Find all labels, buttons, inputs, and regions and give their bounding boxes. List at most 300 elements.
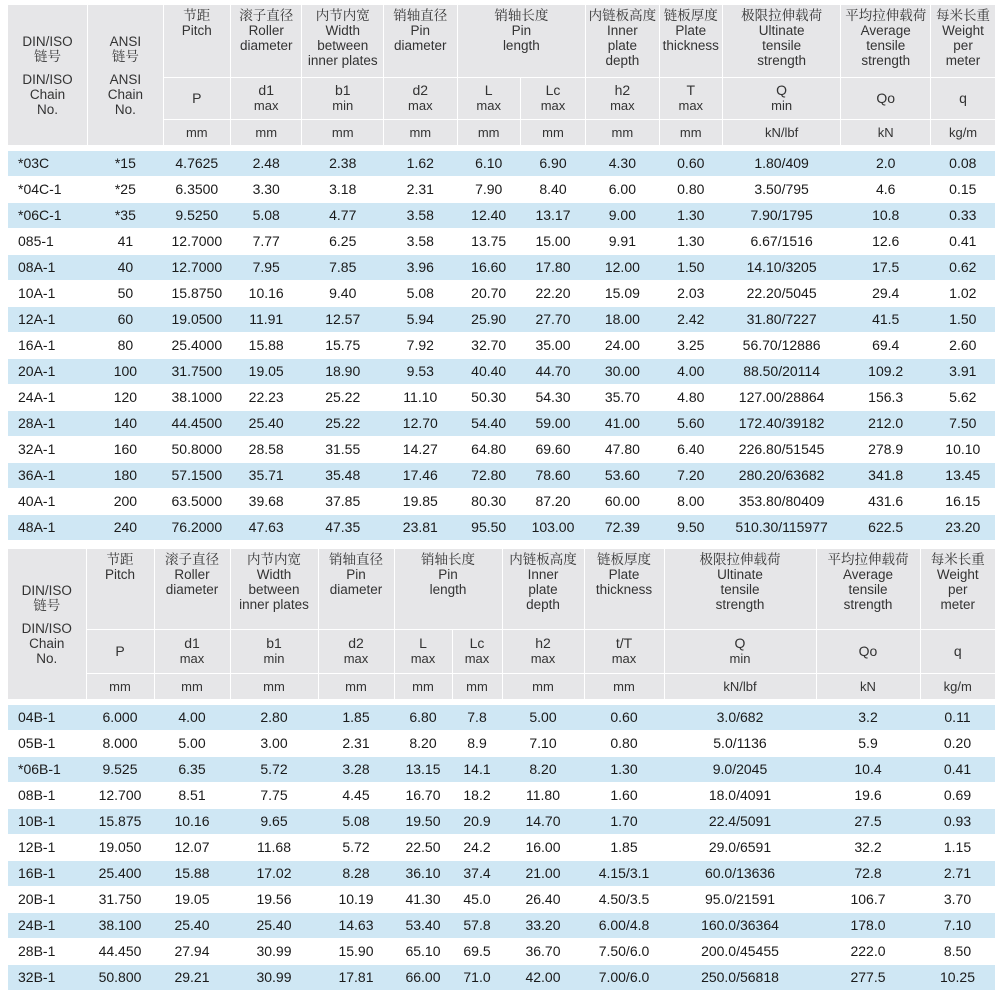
table-cell: 3.28 — [318, 757, 394, 783]
table-cell: 5.08 — [318, 809, 394, 835]
table-cell: 3.0/682 — [664, 705, 816, 731]
table-cell: 6.3500 — [163, 177, 230, 203]
table-cell: 17.80 — [520, 255, 585, 281]
table-cell: 5.0/1136 — [664, 731, 816, 757]
table-cell: 4.7625 — [163, 151, 230, 177]
table-cell: 6.67/1516 — [722, 229, 840, 255]
table-cell: 8.20 — [394, 731, 452, 757]
symbol-pin-lc: Lc max — [452, 629, 502, 673]
table-cell: *35 — [88, 203, 164, 229]
header-plate-thickness: 链板厚度 Plate thickness — [659, 5, 722, 77]
table-cell: 6.40 — [659, 437, 722, 463]
table-cell: 24.00 — [586, 333, 659, 359]
table-b-header — [8, 549, 995, 705]
table-cell: 23.81 — [384, 515, 457, 541]
table-cell: 50 — [88, 281, 164, 307]
symbol-width: b1 min — [302, 77, 384, 119]
table-cell: 20A-1 — [8, 359, 88, 385]
table-cell: 2.31 — [318, 731, 394, 757]
table-cell: 2.71 — [920, 861, 995, 887]
table-cell: 16.70 — [394, 783, 452, 809]
table-cell: 10.4 — [816, 757, 920, 783]
table-cell: 32.70 — [457, 333, 520, 359]
table-cell: 7.10 — [920, 913, 995, 939]
table-cell: 12B-1 — [8, 835, 86, 861]
table-cell: 17.46 — [384, 463, 457, 489]
table-cell: 0.60 — [584, 705, 664, 731]
table-cell: 3.91 — [931, 359, 995, 385]
table-cell: 36.10 — [394, 861, 452, 887]
table-cell: 200.0/45455 — [664, 939, 816, 965]
table-cell: 19.0500 — [163, 307, 230, 333]
table-cell: 14.10/3205 — [722, 255, 840, 281]
table-cell: 16.00 — [502, 835, 584, 861]
header-weight-per-meter: 每米长重 Weight per meter — [920, 549, 995, 629]
table-cell: 109.2 — [841, 359, 931, 385]
table-cell: 23.20 — [931, 515, 995, 541]
table-cell: 15.8750 — [163, 281, 230, 307]
header-ultimate-tensile-strength: 极限拉伸载荷 Ultinate tensile strength — [664, 549, 816, 629]
header-weight-per-meter: 每米长重 Weight per meter — [931, 5, 995, 77]
table-row — [8, 887, 995, 913]
table-cell: 31.7500 — [163, 359, 230, 385]
table-cell: 7.85 — [302, 255, 384, 281]
table-cell: 8.20 — [502, 757, 584, 783]
table-cell: 15.09 — [586, 281, 659, 307]
table-cell: 9.40 — [302, 281, 384, 307]
table-cell: 12.00 — [586, 255, 659, 281]
table-cell: 622.5 — [841, 515, 931, 541]
table-cell: 69.4 — [841, 333, 931, 359]
table-cell: 19.05 — [154, 887, 230, 913]
table-cell: 7.75 — [230, 783, 318, 809]
table-cell: 15.875 — [86, 809, 154, 835]
table-cell: 6.10 — [457, 151, 520, 177]
symbol-inner-depth: h2 max — [502, 629, 584, 673]
unit-weight: kg/m — [920, 673, 995, 699]
table-cell: 31.80/7227 — [722, 307, 840, 333]
table-cell: 8.000 — [86, 731, 154, 757]
table-cell: 50.8000 — [163, 437, 230, 463]
table-cell: 13.75 — [457, 229, 520, 255]
table-cell: 24A-1 — [8, 385, 88, 411]
table-cell: 16B-1 — [8, 861, 86, 887]
table-cell: 19.050 — [86, 835, 154, 861]
table-cell: 085-1 — [8, 229, 88, 255]
table-cell: 54.30 — [520, 385, 585, 411]
table-cell: 87.20 — [520, 489, 585, 515]
table-cell: 5.08 — [230, 203, 301, 229]
table-cell: *04C-1 — [8, 177, 88, 203]
table-cell: 0.33 — [931, 203, 995, 229]
table-row — [8, 783, 995, 809]
table-cell: 4.15/3.1 — [584, 861, 664, 887]
table-cell: 95.0/21591 — [664, 887, 816, 913]
table-cell: 13.15 — [394, 757, 452, 783]
header-width-between-inner-plates: 内节内宽 Width between inner plates — [302, 5, 384, 77]
table-cell: 22.4/5091 — [664, 809, 816, 835]
table-cell: 106.7 — [816, 887, 920, 913]
table-cell: 3.25 — [659, 333, 722, 359]
table-cell: 27.94 — [154, 939, 230, 965]
table-cell: 2.31 — [384, 177, 457, 203]
unit-ultimate: kN/lbf — [722, 119, 840, 145]
table-cell: 212.0 — [841, 411, 931, 437]
table-cell: 54.40 — [457, 411, 520, 437]
table-cell: 100 — [88, 359, 164, 385]
table-cell: 08B-1 — [8, 783, 86, 809]
table-cell: 3.2 — [816, 705, 920, 731]
table-cell: 0.11 — [920, 705, 995, 731]
table-b-body — [8, 705, 995, 991]
table-cell: 0.41 — [920, 757, 995, 783]
table-cell: 19.56 — [230, 887, 318, 913]
symbol-weight: q — [920, 629, 995, 673]
table-cell: 57.8 — [452, 913, 502, 939]
table-cell: 510.30/115977 — [722, 515, 840, 541]
table-cell: 12.70 — [384, 411, 457, 437]
table-cell: 28B-1 — [8, 939, 86, 965]
unit-pin-diameter: mm — [384, 119, 457, 145]
table-cell: 9.65 — [230, 809, 318, 835]
symbol-average: Qo — [816, 629, 920, 673]
symbol-roller: d1 max — [154, 629, 230, 673]
table-cell: 30.99 — [230, 939, 318, 965]
table-cell: 9.53 — [384, 359, 457, 385]
table-cell: *06B-1 — [8, 757, 86, 783]
table-cell: 47.35 — [302, 515, 384, 541]
table-row — [8, 757, 995, 783]
symbol-pin-lc: Lc max — [520, 77, 585, 119]
table-cell: 22.20/5045 — [722, 281, 840, 307]
symbol-average: Qo — [841, 77, 931, 119]
table-row — [8, 705, 995, 731]
table-cell: 11.68 — [230, 835, 318, 861]
table-cell: 33.20 — [502, 913, 584, 939]
table-row — [8, 151, 995, 177]
symbol-pin-diameter: d2 max — [384, 77, 457, 119]
table-cell: 4.6 — [841, 177, 931, 203]
table-cell: 7.92 — [384, 333, 457, 359]
table-cell: 15.90 — [318, 939, 394, 965]
table-cell: 6.000 — [86, 705, 154, 731]
table-cell: 72.80 — [457, 463, 520, 489]
table-cell: 25.40 — [230, 411, 301, 437]
table-cell: 431.6 — [841, 489, 931, 515]
table-cell: 0.60 — [659, 151, 722, 177]
table-cell: 13.45 — [931, 463, 995, 489]
table-cell: 103.00 — [520, 515, 585, 541]
symbol-pin-l: L max — [457, 77, 520, 119]
table-cell: 27.5 — [816, 809, 920, 835]
table-cell: 53.40 — [394, 913, 452, 939]
table-cell: 19.50 — [394, 809, 452, 835]
table-cell: 6.00/4.8 — [584, 913, 664, 939]
table-cell: 19.05 — [230, 359, 301, 385]
table-cell: 45.0 — [452, 887, 502, 913]
table-cell: 15.00 — [520, 229, 585, 255]
table-cell: 16.15 — [931, 489, 995, 515]
header-pin-diameter: 销轴直径 Pin diameter — [318, 549, 394, 629]
table-cell: 32A-1 — [8, 437, 88, 463]
table-cell: 21.00 — [502, 861, 584, 887]
table-cell: 10.10 — [931, 437, 995, 463]
table-cell: 18.0/4091 — [664, 783, 816, 809]
table-cell: 4.30 — [586, 151, 659, 177]
table-cell: 3.96 — [384, 255, 457, 281]
table-cell: 0.80 — [659, 177, 722, 203]
header-ultimate-tensile-strength: 极限拉伸载荷 Ultinate tensile strength — [722, 5, 840, 77]
table-cell: 78.60 — [520, 463, 585, 489]
table-cell: 7.95 — [230, 255, 301, 281]
table-cell: *03C — [8, 151, 88, 177]
table-cell: 1.02 — [931, 281, 995, 307]
header-chain-no: DIN/ISO 链号 DIN/ISO Chain No. — [8, 549, 86, 699]
table-cell: 5.72 — [230, 757, 318, 783]
table-cell: 0.80 — [584, 731, 664, 757]
table-cell: 47.63 — [230, 515, 301, 541]
symbol-ultimate: Q min — [722, 77, 840, 119]
header-chain-no: DIN/ISO 链号 DIN/ISO Chain No. — [8, 5, 88, 145]
unit-pin-lc: mm — [520, 119, 585, 145]
table-row — [8, 177, 995, 203]
table-row — [8, 835, 995, 861]
table-cell: 20B-1 — [8, 887, 86, 913]
table-cell: 341.8 — [841, 463, 931, 489]
table-cell: 27.70 — [520, 307, 585, 333]
table-cell: 57.1500 — [163, 463, 230, 489]
table-cell: 22.23 — [230, 385, 301, 411]
table-cell: 47.80 — [586, 437, 659, 463]
table-cell: 1.70 — [584, 809, 664, 835]
table-cell: 2.80 — [230, 705, 318, 731]
table-cell: 5.9 — [816, 731, 920, 757]
table-cell: 7.50/6.0 — [584, 939, 664, 965]
table-cell: 20.70 — [457, 281, 520, 307]
table-cell: 11.10 — [384, 385, 457, 411]
table-cell: 25.40 — [230, 913, 318, 939]
table-cell: 7.90 — [457, 177, 520, 203]
table-cell: 72.8 — [816, 861, 920, 887]
table-cell: 9.91 — [586, 229, 659, 255]
table-cell: 44.450 — [86, 939, 154, 965]
table-cell: 4.00 — [154, 705, 230, 731]
table-cell: 1.80/409 — [722, 151, 840, 177]
table-cell: 15.88 — [154, 861, 230, 887]
table-cell: 3.50/795 — [722, 177, 840, 203]
table-cell: 9.50 — [659, 515, 722, 541]
unit-roller: mm — [230, 119, 301, 145]
table-cell: 17.02 — [230, 861, 318, 887]
table-cell: 2.38 — [302, 151, 384, 177]
table-cell: 31.750 — [86, 887, 154, 913]
table-cell: 1.30 — [659, 229, 722, 255]
unit-weight: kg/m — [931, 119, 995, 145]
table-cell: 0.15 — [931, 177, 995, 203]
table-cell: 14.63 — [318, 913, 394, 939]
symbol-plate-thickness: t/T max — [584, 629, 664, 673]
table-cell: 95.50 — [457, 515, 520, 541]
table-cell: 35.71 — [230, 463, 301, 489]
table-cell: 80.30 — [457, 489, 520, 515]
table-row — [8, 965, 995, 991]
table-row — [8, 913, 995, 939]
table-cell: 7.8 — [452, 705, 502, 731]
table-cell: 7.00/6.0 — [584, 965, 664, 991]
table-cell: *15 — [88, 151, 164, 177]
table-cell: 26.40 — [502, 887, 584, 913]
table-cell: 37.4 — [452, 861, 502, 887]
table-cell: 42.00 — [502, 965, 584, 991]
table-cell: 4.00 — [659, 359, 722, 385]
table-cell: 12A-1 — [8, 307, 88, 333]
table-cell: 2.03 — [659, 281, 722, 307]
table-cell: 29.21 — [154, 965, 230, 991]
table-cell: 1.30 — [584, 757, 664, 783]
table-cell: 1.30 — [659, 203, 722, 229]
table-cell: 39.68 — [230, 489, 301, 515]
table-cell: 14.1 — [452, 757, 502, 783]
table-cell: 40A-1 — [8, 489, 88, 515]
table-row — [8, 281, 995, 307]
table-cell: 60.0/13636 — [664, 861, 816, 887]
table-cell: 8.51 — [154, 783, 230, 809]
header-width-between-inner-plates: 内节内宽 Width between inner plates — [230, 549, 318, 629]
table-cell: 53.60 — [586, 463, 659, 489]
table-row — [8, 255, 995, 281]
table-cell: 10.8 — [841, 203, 931, 229]
chain-spec-table-a — [8, 5, 995, 541]
table-cell: 9.00 — [586, 203, 659, 229]
table-cell: 10B-1 — [8, 809, 86, 835]
table-cell: *25 — [88, 177, 164, 203]
unit-average: kN — [841, 119, 931, 145]
table-cell: 17.81 — [318, 965, 394, 991]
table-cell: 66.00 — [394, 965, 452, 991]
table-row — [8, 229, 995, 255]
table-cell: 3.58 — [384, 203, 457, 229]
table-cell: 60 — [88, 307, 164, 333]
table-cell: 3.00 — [230, 731, 318, 757]
table-cell: 30.99 — [230, 965, 318, 991]
table-cell: 29.4 — [841, 281, 931, 307]
table-cell: 24.2 — [452, 835, 502, 861]
header-pin-diameter: 销轴直径 Pin diameter — [384, 5, 457, 77]
table-cell: 8.40 — [520, 177, 585, 203]
table-cell: 5.94 — [384, 307, 457, 333]
table-cell: 0.08 — [931, 151, 995, 177]
unit-roller: mm — [154, 673, 230, 699]
table-cell: 28A-1 — [8, 411, 88, 437]
unit-inner-depth: mm — [586, 119, 659, 145]
table-cell: 69.5 — [452, 939, 502, 965]
table-a-body — [8, 151, 995, 541]
unit-plate-thickness: mm — [584, 673, 664, 699]
table-cell: 25.22 — [302, 411, 384, 437]
table-cell: 7.90/1795 — [722, 203, 840, 229]
table-cell: 35.48 — [302, 463, 384, 489]
table-cell: 1.50 — [659, 255, 722, 281]
table-row — [8, 203, 995, 229]
table-cell: 0.69 — [920, 783, 995, 809]
table-cell: 18.2 — [452, 783, 502, 809]
symbol-plate-thickness: T max — [659, 77, 722, 119]
table-cell: 2.48 — [230, 151, 301, 177]
table-cell: 10.16 — [154, 809, 230, 835]
table-cell: 10A-1 — [8, 281, 88, 307]
table-cell: 12.07 — [154, 835, 230, 861]
table-cell: *06C-1 — [8, 203, 88, 229]
table-cell: 6.80 — [394, 705, 452, 731]
table-cell: 24B-1 — [8, 913, 86, 939]
header-roller-diameter: 滚子直径 Roller diameter — [154, 549, 230, 629]
table-cell: 10.19 — [318, 887, 394, 913]
table-cell: 2.60 — [931, 333, 995, 359]
unit-width: mm — [230, 673, 318, 699]
unit-average: kN — [816, 673, 920, 699]
table-cell: 1.15 — [920, 835, 995, 861]
table-cell: 250.0/56818 — [664, 965, 816, 991]
unit-width: mm — [302, 119, 384, 145]
table-cell: 140 — [88, 411, 164, 437]
table-cell: 13.17 — [520, 203, 585, 229]
table-cell: 12.40 — [457, 203, 520, 229]
table-cell: 9.5250 — [163, 203, 230, 229]
table-cell: 18.90 — [302, 359, 384, 385]
table-cell: 12.7000 — [163, 229, 230, 255]
unit-inner-depth: mm — [502, 673, 584, 699]
table-cell: 120 — [88, 385, 164, 411]
table-cell: 280.20/63682 — [722, 463, 840, 489]
table-cell: 25.90 — [457, 307, 520, 333]
table-cell: 69.60 — [520, 437, 585, 463]
table-cell: 64.80 — [457, 437, 520, 463]
table-cell: 4.45 — [318, 783, 394, 809]
table-cell: 36.70 — [502, 939, 584, 965]
header-inner-plate-depth: 内链板高度 Inner plate depth — [502, 549, 584, 629]
table-cell: 08A-1 — [8, 255, 88, 281]
table-cell: 63.5000 — [163, 489, 230, 515]
table-cell: 59.00 — [520, 411, 585, 437]
header-average-tensile-strength: 平均拉伸载荷 Average tensile strength — [841, 5, 931, 77]
table-cell: 38.1000 — [163, 385, 230, 411]
table-cell: 25.40 — [154, 913, 230, 939]
table-cell: 277.5 — [816, 965, 920, 991]
table-cell: 88.50/20114 — [722, 359, 840, 385]
table-cell: 178.0 — [816, 913, 920, 939]
table-cell: 22.50 — [394, 835, 452, 861]
table-cell: 15.75 — [302, 333, 384, 359]
table-cell: 12.7000 — [163, 255, 230, 281]
table-row — [8, 437, 995, 463]
table-cell: 71.0 — [452, 965, 502, 991]
header-average-tensile-strength: 平均拉伸载荷 Average tensile strength — [816, 549, 920, 629]
table-cell: 1.85 — [584, 835, 664, 861]
table-cell: 35.00 — [520, 333, 585, 359]
header-plate-thickness: 链板厚度 Plate thickness — [584, 549, 664, 629]
table-cell: 12.700 — [86, 783, 154, 809]
table-cell: 7.10 — [502, 731, 584, 757]
table-cell: 35.70 — [586, 385, 659, 411]
unit-pin-diameter: mm — [318, 673, 394, 699]
table-cell: 80 — [88, 333, 164, 359]
table-cell: 0.93 — [920, 809, 995, 835]
table-cell: 10.16 — [230, 281, 301, 307]
table-cell: 19.85 — [384, 489, 457, 515]
table-cell: 226.80/51545 — [722, 437, 840, 463]
table-cell: 5.00 — [502, 705, 584, 731]
table-row — [8, 307, 995, 333]
